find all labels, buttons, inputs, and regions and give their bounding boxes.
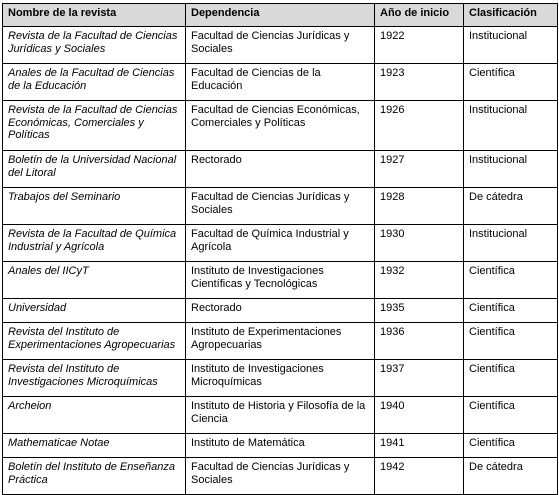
cell-dependencia: Instituto de Historia y Filosofía de la Ciencia bbox=[186, 397, 375, 434]
table-row bbox=[3, 101, 558, 151]
cell-anio: 1936 bbox=[375, 323, 464, 360]
header-anio: Año de inicio bbox=[375, 4, 464, 27]
cell-dependencia: Facultad de Ciencias Económicas, Comerciales y Políticas bbox=[186, 101, 375, 151]
cell-nombre: Archeion bbox=[3, 397, 186, 434]
cell-anio: 1922 bbox=[375, 27, 464, 64]
header-clasificacion: Clasificación bbox=[464, 4, 558, 27]
cell-dependencia: Facultad de Ciencias Jurídicas y Sociales bbox=[186, 458, 375, 495]
cell-clasificacion: Científica bbox=[464, 299, 558, 323]
cell-nombre: Mathematicae Notae bbox=[3, 434, 186, 458]
table-row bbox=[3, 458, 558, 495]
cell-nombre: Anales del IICyT bbox=[3, 262, 186, 299]
cell-anio: 1930 bbox=[375, 225, 464, 262]
cell-clasificacion: Científica bbox=[464, 262, 558, 299]
table-row bbox=[3, 397, 558, 434]
cell-anio: 1941 bbox=[375, 434, 464, 458]
table-row bbox=[3, 360, 558, 397]
cell-clasificacion: Científica bbox=[464, 64, 558, 101]
cell-nombre: Boletín de la Universidad Nacional del Litoral bbox=[3, 151, 186, 188]
header-dependencia: Dependencia bbox=[186, 4, 375, 27]
cell-dependencia: Instituto de Matemática bbox=[186, 434, 375, 458]
cell-dependencia: Instituto de Investigaciones Científicas y Tecnológicas bbox=[186, 262, 375, 299]
table-row bbox=[3, 299, 558, 323]
cell-dependencia: Instituto de Experimentaciones Agropecuarias bbox=[186, 323, 375, 360]
cell-clasificacion: Científica bbox=[464, 323, 558, 360]
cell-nombre: Universidad bbox=[3, 299, 186, 323]
cell-anio: 1942 bbox=[375, 458, 464, 495]
cell-clasificacion: Institucional bbox=[464, 27, 558, 64]
cell-dependencia: Facultad de Ciencias Jurídicas y Sociales bbox=[186, 27, 375, 64]
cell-clasificacion: De cátedra bbox=[464, 188, 558, 225]
cell-clasificacion: Científica bbox=[464, 360, 558, 397]
cell-dependencia: Facultad de Química Industrial y Agrícola bbox=[186, 225, 375, 262]
cell-clasificacion: De cátedra bbox=[464, 458, 558, 495]
cell-dependencia: Facultad de Ciencias Jurídicas y Sociales bbox=[186, 188, 375, 225]
table-row bbox=[3, 323, 558, 360]
cell-anio: 1927 bbox=[375, 151, 464, 188]
table-row bbox=[3, 434, 558, 458]
cell-clasificacion: Científica bbox=[464, 434, 558, 458]
table-row bbox=[3, 225, 558, 262]
cell-anio: 1940 bbox=[375, 397, 464, 434]
cell-anio: 1937 bbox=[375, 360, 464, 397]
cell-anio: 1932 bbox=[375, 262, 464, 299]
cell-dependencia: Rectorado bbox=[186, 299, 375, 323]
cell-nombre: Boletín del Instituto de Enseñanza Práctica bbox=[3, 458, 186, 495]
revistas-table bbox=[2, 3, 558, 495]
header-row bbox=[3, 4, 558, 27]
cell-clasificacion: Institucional bbox=[464, 225, 558, 262]
cell-anio: 1923 bbox=[375, 64, 464, 101]
table-row bbox=[3, 188, 558, 225]
header-nombre: Nombre de la revista bbox=[3, 4, 186, 27]
table-row bbox=[3, 151, 558, 188]
cell-nombre: Revista del Instituto de Investigaciones Microquímicas bbox=[3, 360, 186, 397]
cell-dependencia: Facultad de Ciencias de la Educación bbox=[186, 64, 375, 101]
cell-anio: 1935 bbox=[375, 299, 464, 323]
cell-dependencia: Rectorado bbox=[186, 151, 375, 188]
cell-nombre: Revista de la Facultad de Química Industrial y Agrícola bbox=[3, 225, 186, 262]
cell-clasificacion: Institucional bbox=[464, 151, 558, 188]
table-row bbox=[3, 64, 558, 101]
table-row bbox=[3, 27, 558, 64]
cell-anio: 1926 bbox=[375, 101, 464, 151]
cell-clasificacion: Institucional bbox=[464, 101, 558, 151]
cell-nombre: Anales de la Facultad de Ciencias de la Educación bbox=[3, 64, 186, 101]
cell-nombre: Trabajos del Seminario bbox=[3, 188, 186, 225]
cell-nombre: Revista de la Facultad de Ciencias Jurídicas y Sociales bbox=[3, 27, 186, 64]
cell-nombre: Revista de la Facultad de Ciencias Económicas, Comerciales y Políticas bbox=[3, 101, 186, 151]
cell-anio: 1928 bbox=[375, 188, 464, 225]
cell-clasificacion: Científica bbox=[464, 397, 558, 434]
cell-dependencia: Instituto de Investigaciones Microquímicas bbox=[186, 360, 375, 397]
table-row bbox=[3, 262, 558, 299]
cell-nombre: Revista del Instituto de Experimentaciones Agropecuarias bbox=[3, 323, 186, 360]
